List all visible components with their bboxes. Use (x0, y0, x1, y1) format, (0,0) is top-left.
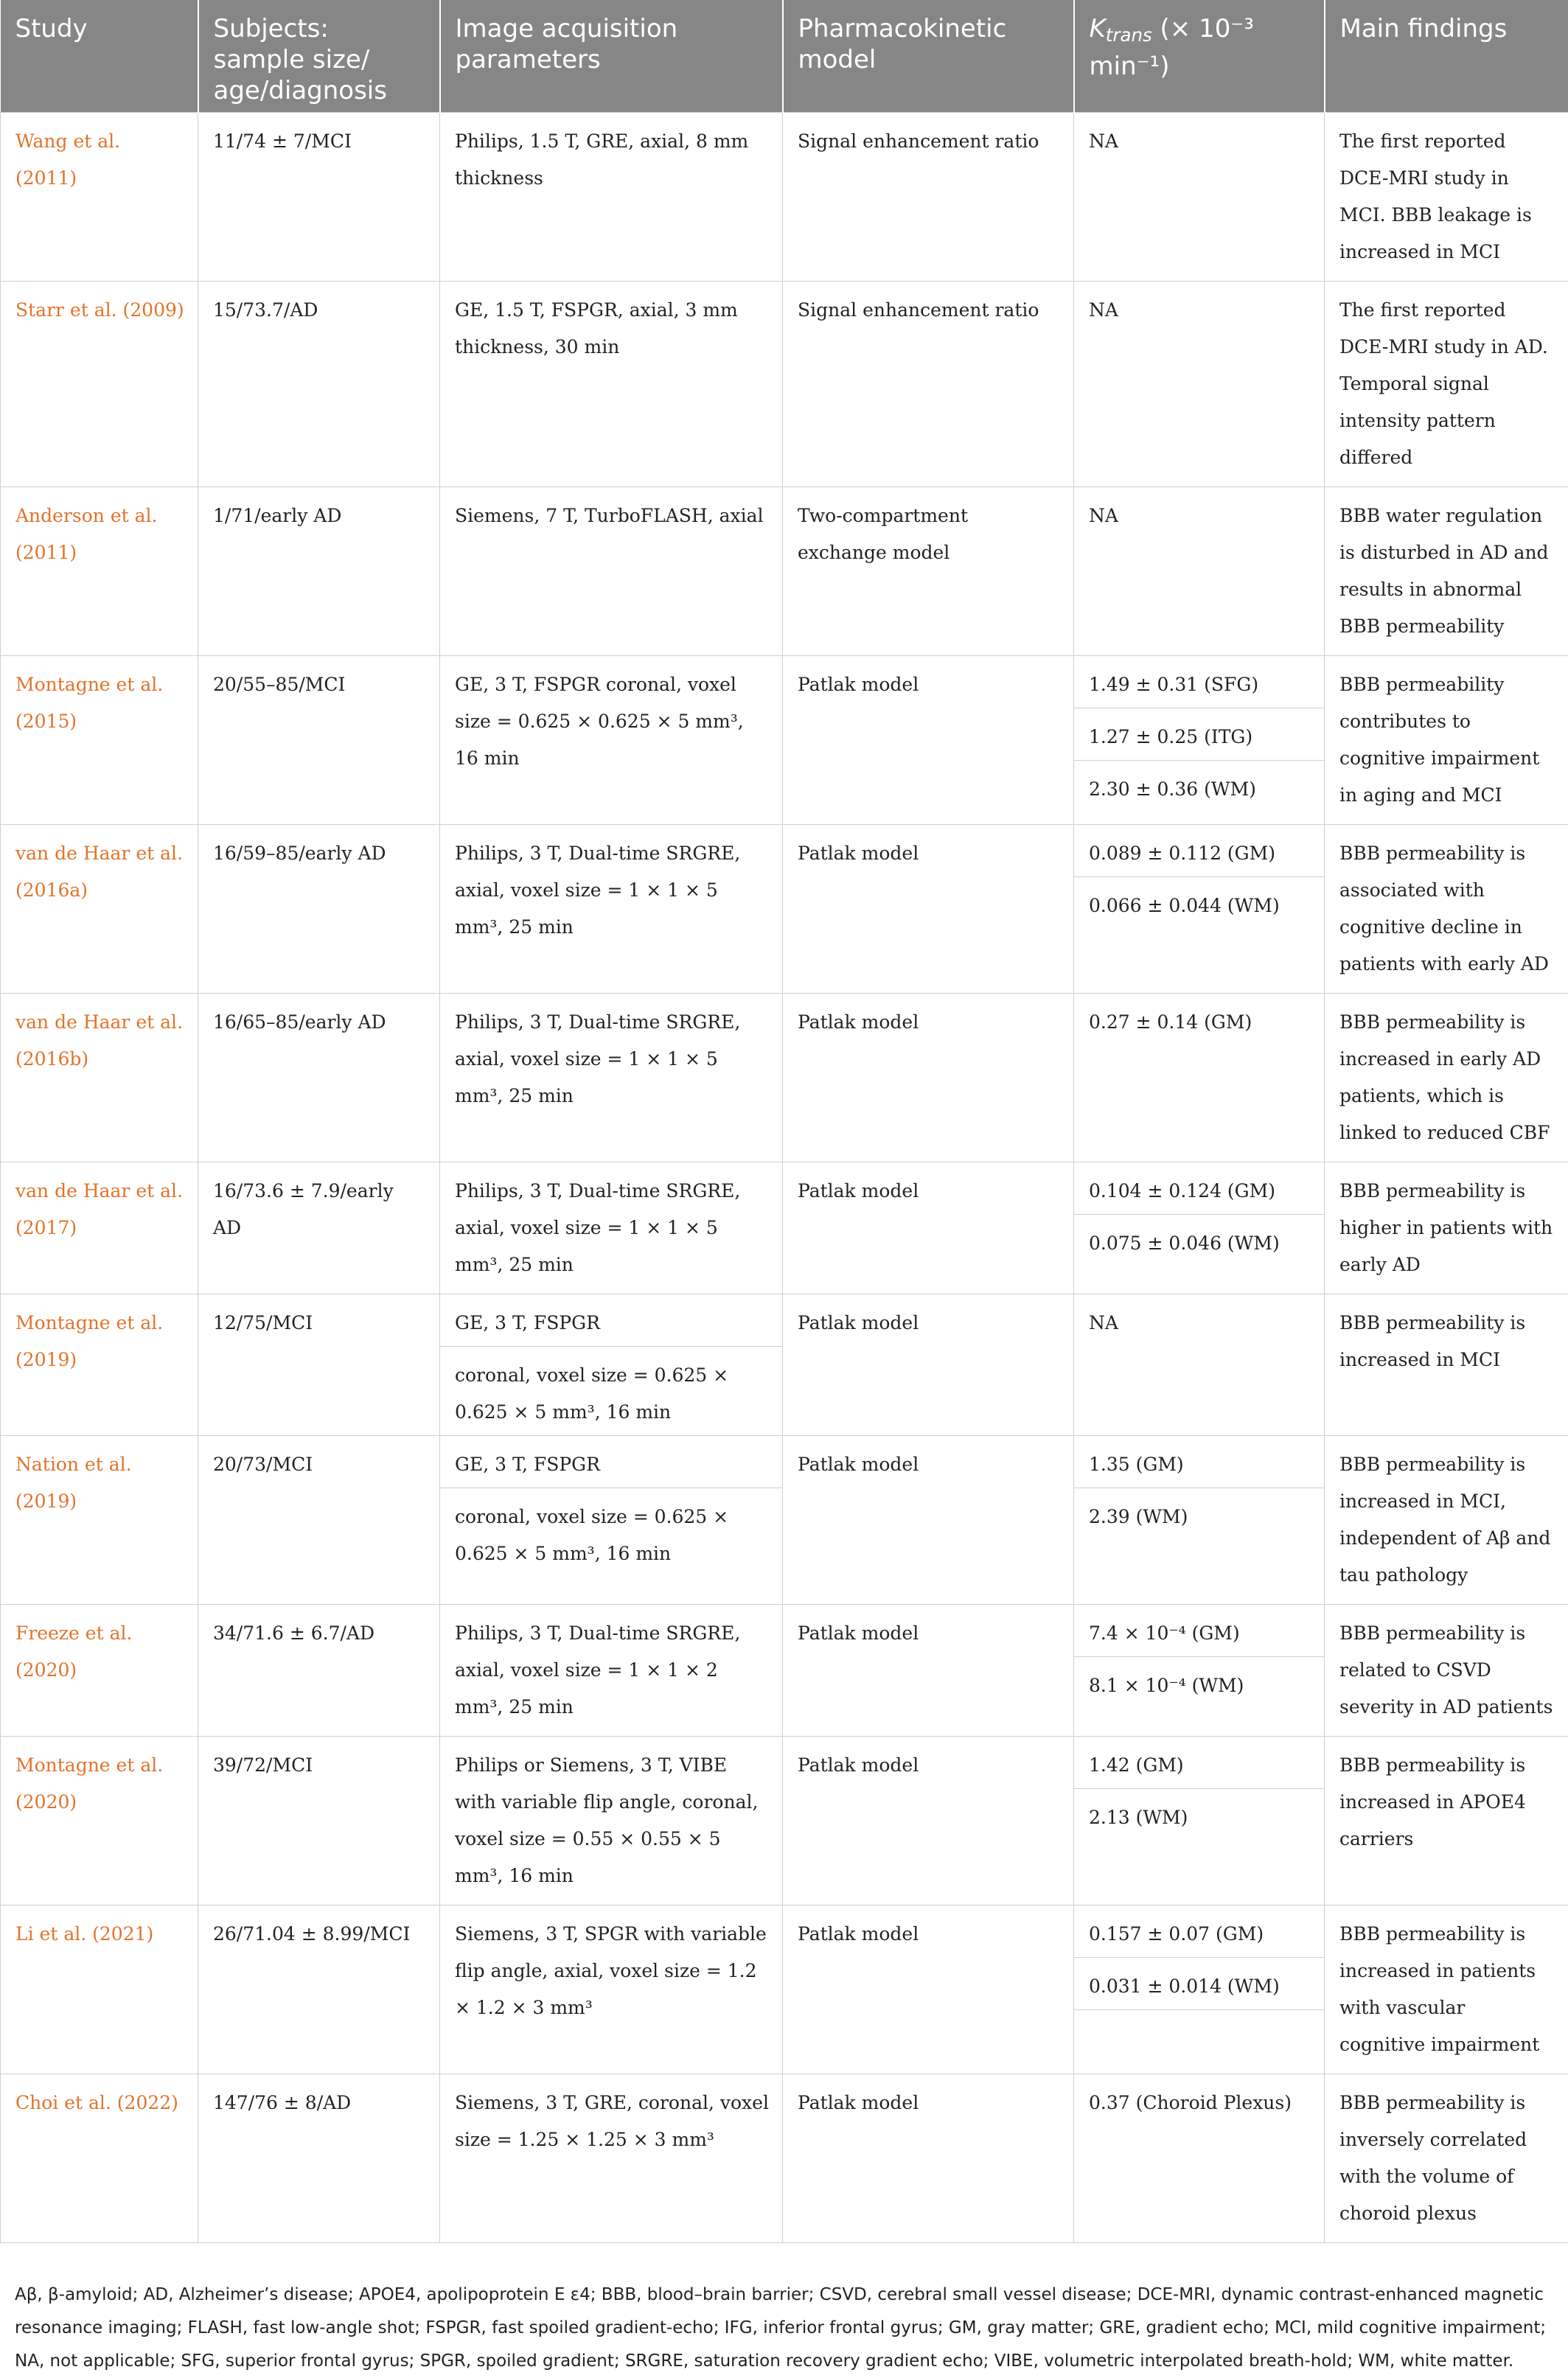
acquisition-cell: Philips, 1.5 T, GRE, axial, 8 mm thickness (440, 113, 783, 282)
model-cell: Patlak model (783, 1294, 1074, 1436)
ktrans-cell-line: 0.066 ± 0.044 (WM) (1074, 877, 1324, 929)
ktrans-unit: (× 10⁻³ min⁻¹) (1090, 14, 1254, 81)
acquisition-cell-line: coronal, voxel size = 0.625 × 0.625 × 5 mm³, 16 min (440, 1347, 782, 1435)
subjects-cell: 39/72/MCI (198, 1737, 440, 1905)
findings-cell: BBB permeability is higher in patients with early AD (1325, 1162, 1568, 1294)
acquisition-cell: Philips, 3 T, Dual-time SRGRE, axial, voxel size = 1 × 1 × 5 mm³, 25 min (440, 825, 783, 994)
ktrans-cell: NA (1074, 113, 1325, 282)
acquisition-cell: Philips, 3 T, Dual-time SRGRE, axial, voxel size = 1 × 1 × 5 mm³, 25 min (440, 1162, 783, 1294)
subjects-cell: 16/65–85/early AD (198, 994, 440, 1162)
acquisition-cell: GE, 1.5 T, FSPGR, axial, 3 mm thickness, 30 min (440, 282, 783, 487)
table-row (1, 487, 1568, 656)
subjects-cell: 20/55–85/MCI (198, 656, 440, 825)
study-cell[interactable]: Montagne et al. (2019) (1, 1294, 198, 1436)
table-row (1, 656, 1568, 825)
table-body (1, 113, 1568, 2243)
ktrans-cell (1074, 1436, 1325, 1605)
subjects-cell: 11/74 ± 7/MCI (198, 113, 440, 282)
table-row (1, 282, 1568, 487)
ktrans-cell-line: 1.42 (GM) (1074, 1737, 1324, 1789)
table-row (1, 1605, 1568, 1737)
subjects-cell: 20/73/MCI (198, 1436, 440, 1605)
findings-cell: BBB permeability is related to CSVD severity in AD patients (1325, 1605, 1568, 1737)
findings-cell: BBB permeability is associated with cognitive decline in patients with early AD (1325, 825, 1568, 994)
study-cell[interactable]: Montagne et al. (2020) (1, 1737, 198, 1905)
subjects-cell: 12/75/MCI (198, 1294, 440, 1436)
ktrans-cell-line: 2.30 ± 0.36 (WM) (1074, 761, 1324, 812)
ktrans-cell: NA (1074, 487, 1325, 656)
model-cell: Patlak model (783, 1162, 1074, 1294)
study-cell[interactable]: van de Haar et al. (2017) (1, 1162, 198, 1294)
acquisition-cell: Philips, 3 T, Dual-time SRGRE, axial, voxel size = 1 × 1 × 2 mm³, 25 min (440, 1605, 783, 1737)
findings-cell: BBB permeability is inversely correlated with the volume of choroid plexus (1325, 2074, 1568, 2243)
header-findings: Main findings (1325, 0, 1568, 113)
model-cell: Patlak model (783, 1737, 1074, 1905)
ktrans-cell-line (1074, 2010, 1324, 2060)
model-cell: Signal enhancement ratio (783, 113, 1074, 282)
ktrans-cell-line: 1.27 ± 0.25 (ITG) (1074, 708, 1324, 761)
model-cell: Signal enhancement ratio (783, 282, 1074, 487)
subjects-cell: 147/76 ± 8/AD (198, 2074, 440, 2243)
acquisition-cell: Siemens, 3 T, SPGR with variable flip angle, axial, voxel size = 1.2 × 1.2 × 3 mm³ (440, 1905, 783, 2074)
ktrans-cell-line: 0.031 ± 0.014 (WM) (1074, 1958, 1324, 2010)
ktrans-cell-line: 2.13 (WM) (1074, 1789, 1324, 1841)
ktrans-cell (1074, 656, 1325, 825)
ktrans-cell (1074, 1162, 1325, 1294)
model-cell: Two-compartment exchange model (783, 487, 1074, 656)
acquisition-cell: GE, 3 T, FSPGR coronal, voxel size = 0.625 × 0.625 × 5 mm³, 16 min (440, 656, 783, 825)
ktrans-cell: NA (1074, 1294, 1325, 1436)
findings-cell: BBB permeability is increased in MCI, independent of Aβ and tau pathology (1325, 1436, 1568, 1605)
table-row (1, 1737, 1568, 1905)
ktrans-cell: 0.27 ± 0.14 (GM) (1074, 994, 1325, 1162)
ktrans-cell-line: 1.35 (GM) (1074, 1436, 1324, 1488)
ktrans-cell-line: 1.49 ± 0.31 (SFG) (1074, 656, 1324, 708)
header-subjects: Subjects: sample size/ age/diagnosis (198, 0, 440, 113)
table-row (1, 1294, 1568, 1436)
table-row (1, 1162, 1568, 1294)
ktrans-symbol: K (1090, 14, 1106, 43)
study-cell[interactable]: van de Haar et al. (2016a) (1, 825, 198, 994)
subjects-cell: 1/71/early AD (198, 487, 440, 656)
subjects-cell: 16/73.6 ± 7.9/early AD (198, 1162, 440, 1294)
header-acquisition: Image acquisition parameters (440, 0, 783, 113)
ktrans-cell: 0.37 (Choroid Plexus) (1074, 2074, 1325, 2243)
ktrans-cell (1074, 825, 1325, 994)
acquisition-cell: Siemens, 7 T, TurboFLASH, axial (440, 487, 783, 656)
study-cell[interactable]: Choi et al. (2022) (1, 2074, 198, 2243)
findings-cell: BBB permeability is increased in MCI (1325, 1294, 1568, 1436)
header-model: Pharmacokinetic model (783, 0, 1074, 113)
table-row (1, 2074, 1568, 2243)
subjects-cell: 16/59–85/early AD (198, 825, 440, 994)
acquisition-cell (440, 1436, 783, 1605)
ktrans-cell (1074, 1905, 1325, 2074)
header-ktrans (1074, 0, 1325, 113)
acquisition-cell: Philips or Siemens, 3 T, VIBE with variable flip angle, coronal, voxel size = 0.55 × 0.55 × 5 mm³, 16 min (440, 1737, 783, 1905)
study-cell[interactable]: Wang et al. (2011) (1, 113, 198, 282)
table-row (1, 113, 1568, 282)
header-row (1, 0, 1568, 113)
header-study: Study (1, 0, 198, 113)
ktrans-cell-line: 0.157 ± 0.07 (GM) (1074, 1905, 1324, 1958)
model-cell: Patlak model (783, 1436, 1074, 1605)
ktrans-cell (1074, 1737, 1325, 1905)
study-cell[interactable]: Freeze et al. (2020) (1, 1605, 198, 1737)
table-footnote: Aβ, β-amyloid; AD, Alzheimer’s disease; APOE4, apolipoprotein E ε4; BBB, blood–brain barrier; CSVD, cerebral small vessel disease; DCE-MRI, dynamic contrast-enhanced magnetic resonance imaging; FLASH, fast low-angle shot; FSPGR, fast spoiled gradient-echo; IFG, inferior frontal gyrus; GM, gray matter; GRE, gradient echo; MCI, mild cognitive impairment; NA, not applicable; SFG, superior frontal gyrus; SPGR, spoiled gradient; SRGRE, saturation recovery gradient echo; VIBE, volumetric interpolated breath-hold; WM, white matter. (15, 2278, 1553, 2378)
acquisition-cell-line: coronal, voxel size = 0.625 × 0.625 × 5 mm³, 16 min (440, 1488, 782, 1577)
findings-cell: BBB permeability is increased in APOE4 carriers (1325, 1737, 1568, 1905)
ktrans-cell-line: 7.4 × 10⁻⁴ (GM) (1074, 1605, 1324, 1657)
acquisition-cell-line: GE, 3 T, FSPGR (440, 1294, 782, 1347)
findings-cell: The first reported DCE-MRI study in AD. Temporal signal intensity pattern differed (1325, 282, 1568, 487)
study-cell[interactable]: Montagne et al. (2015) (1, 656, 198, 825)
model-cell: Patlak model (783, 825, 1074, 994)
model-cell: Patlak model (783, 1605, 1074, 1737)
study-cell[interactable]: Anderson et al. (2011) (1, 487, 198, 656)
table-row (1, 1905, 1568, 2074)
ktrans-subscript: trans (1106, 24, 1152, 46)
ktrans-cell: NA (1074, 282, 1325, 487)
study-cell[interactable]: van de Haar et al. (2016b) (1, 994, 198, 1162)
subjects-cell: 15/73.7/AD (198, 282, 440, 487)
model-cell: Patlak model (783, 994, 1074, 1162)
study-cell[interactable]: Starr et al. (2009) (1, 282, 198, 487)
study-cell[interactable]: Li et al. (2021) (1, 1905, 198, 2074)
table-row (1, 994, 1568, 1162)
acquisition-cell (440, 1294, 783, 1436)
model-cell: Patlak model (783, 656, 1074, 825)
model-cell: Patlak model (783, 2074, 1074, 2243)
ktrans-cell-line: 8.1 × 10⁻⁴ (WM) (1074, 1657, 1324, 1709)
subjects-cell: 26/71.04 ± 8.99/MCI (198, 1905, 440, 2074)
acquisition-cell-line: GE, 3 T, FSPGR (440, 1436, 782, 1488)
ktrans-cell-line: 2.39 (WM) (1074, 1488, 1324, 1540)
subjects-cell: 34/71.6 ± 6.7/AD (198, 1605, 440, 1737)
ktrans-cell-line: 0.075 ± 0.046 (WM) (1074, 1215, 1324, 1266)
ktrans-cell-line: 0.089 ± 0.112 (GM) (1074, 825, 1324, 877)
study-cell[interactable]: Nation et al. (2019) (1, 1436, 198, 1605)
findings-cell: The first reported DCE-MRI study in MCI. BBB leakage is increased in MCI (1325, 113, 1568, 282)
acquisition-cell: Philips, 3 T, Dual-time SRGRE, axial, voxel size = 1 × 1 × 5 mm³, 25 min (440, 994, 783, 1162)
findings-cell: BBB permeability contributes to cognitive impairment in aging and MCI (1325, 656, 1568, 825)
model-cell: Patlak model (783, 1905, 1074, 2074)
findings-cell: BBB permeability is increased in early AD patients, which is linked to reduced CBF (1325, 994, 1568, 1162)
ktrans-cell-line: 0.104 ± 0.124 (GM) (1074, 1162, 1324, 1215)
findings-cell: BBB permeability is increased in patients with vascular cognitive impairment (1325, 1905, 1568, 2074)
table-row (1, 1436, 1568, 1605)
ktrans-cell (1074, 1605, 1325, 1737)
table-row (1, 825, 1568, 994)
acquisition-cell: Siemens, 3 T, GRE, coronal, voxel size = 1.25 × 1.25 × 3 mm³ (440, 2074, 783, 2243)
findings-cell: BBB water regulation is disturbed in AD and results in abnormal BBB permeability (1325, 487, 1568, 656)
